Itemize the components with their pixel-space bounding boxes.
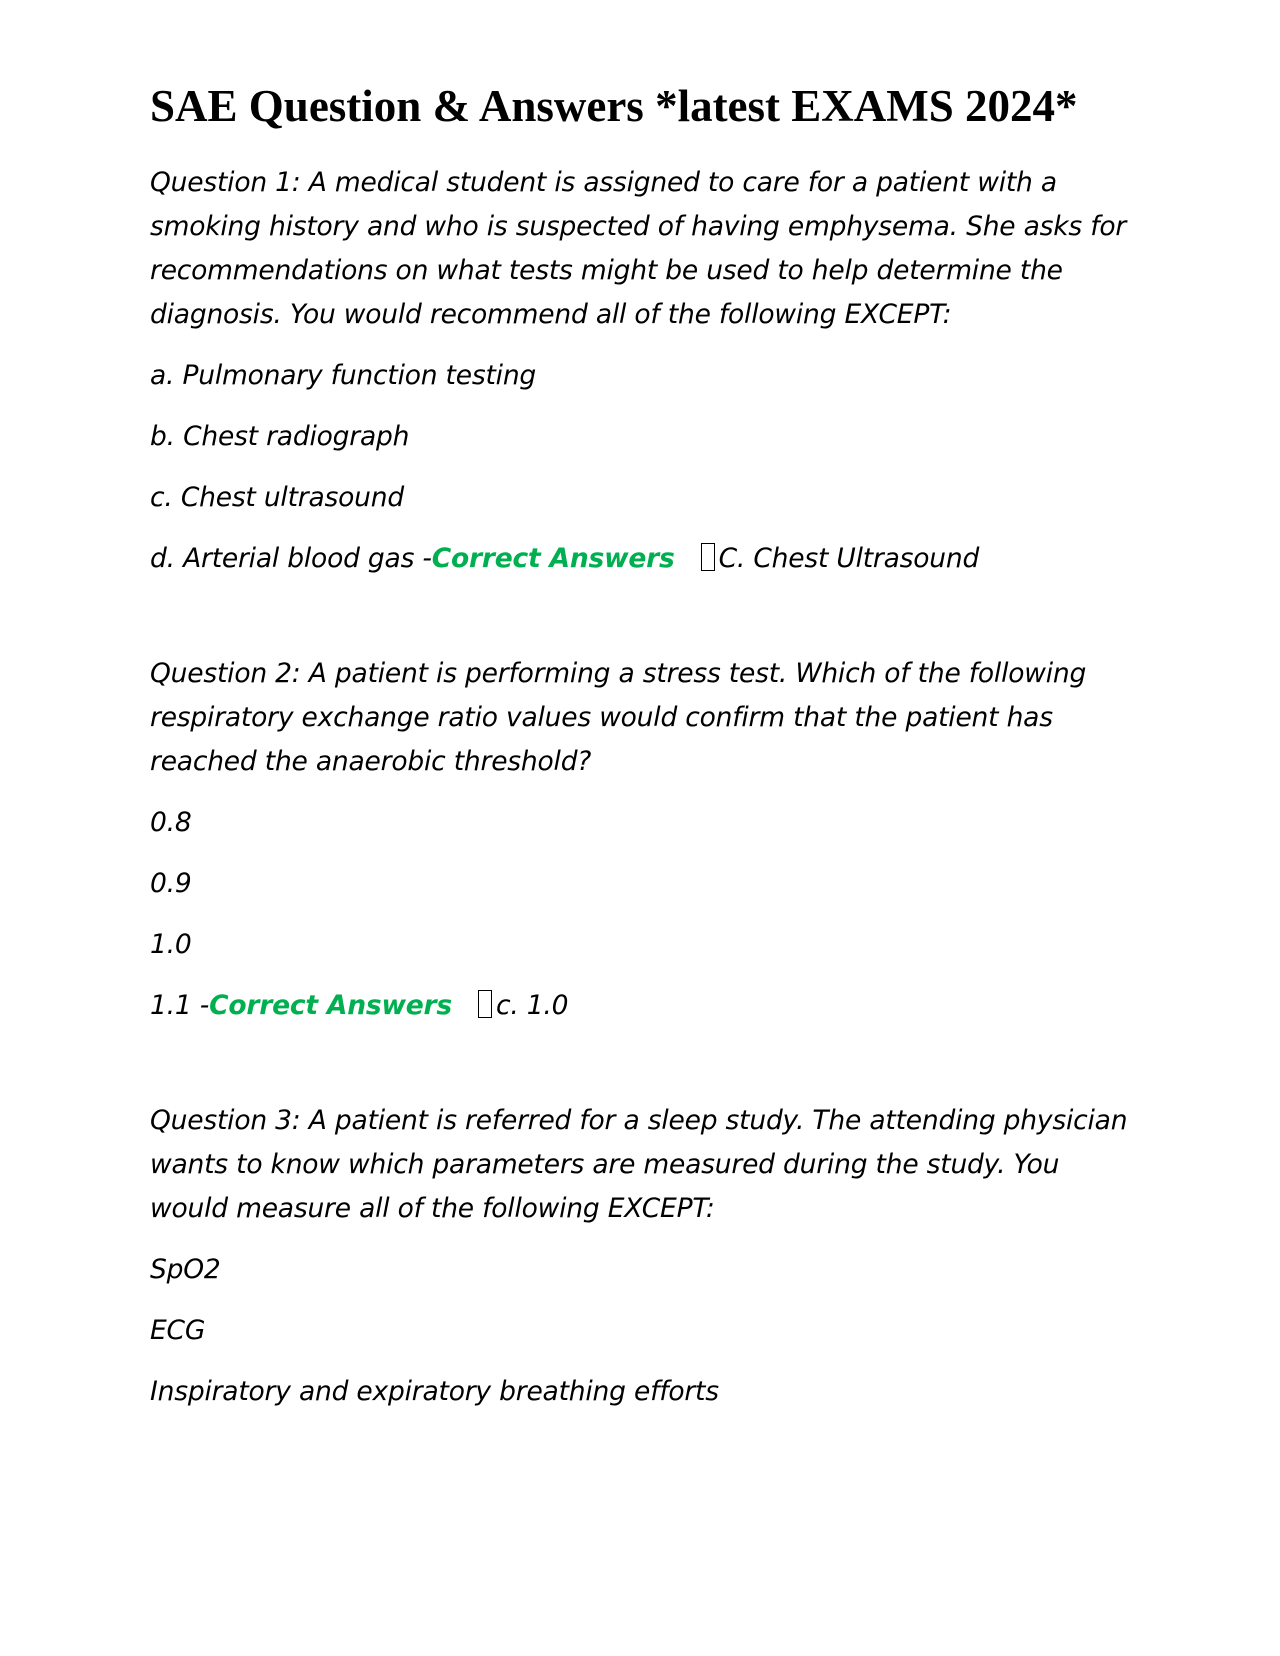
- question-2: [150, 652, 1130, 1028]
- answer-option: [150, 984, 1130, 1028]
- answer-option: [150, 801, 1130, 845]
- answer-option: [150, 862, 1130, 906]
- answer-option: [150, 1370, 1130, 1414]
- answer-option-a: [150, 354, 1130, 398]
- answer-option: [150, 1309, 1130, 1353]
- option-text: d. Arterial blood gas -: [150, 543, 432, 574]
- answer-text: c. 1.0: [495, 990, 569, 1021]
- document-content: [150, 78, 1130, 1414]
- option-text: c. Chest ultrasound: [150, 482, 404, 513]
- option-text: b. Chest radiograph: [150, 421, 410, 452]
- option-text: 1.0: [150, 929, 192, 960]
- option-text: ECG: [150, 1315, 206, 1346]
- answer-option: [150, 923, 1130, 967]
- option-text: 0.9: [150, 868, 192, 899]
- option-text: 1.1 -: [150, 990, 210, 1021]
- answer-option-b: [150, 415, 1130, 459]
- question-3: [150, 1099, 1130, 1414]
- correct-answers-label: Correct Answers: [431, 543, 675, 574]
- document-title: SAE Question & Answers *latest EXAMS 2024*: [150, 81, 1078, 131]
- option-text: a. Pulmonary function testing: [150, 360, 537, 391]
- missing-glyph-box-icon: [701, 543, 715, 571]
- question-stem: Question 2: A patient is performing a stress test. Which of the following respiratory exchange ratio values would confirm that the patient has reached the anaerobic threshold?: [150, 658, 1087, 777]
- option-text: Inspiratory and expiratory breathing efforts: [150, 1376, 719, 1407]
- option-text: 0.8: [150, 807, 192, 838]
- missing-glyph-box-icon: [478, 990, 492, 1018]
- question-1: [150, 161, 1130, 581]
- question-stem: Question 3: A patient is referred for a sleep study. The attending physician wants to know which parameters are measured during the study. You would measure all of the following EXCEPT:: [150, 1105, 1128, 1224]
- question-stem: Question 1: A medical student is assigned to care for a patient with a smoking history and who is suspected of having emphysema. She asks for recommendations on what tests might be used to help determine the diagnosis. You would recommend all of the following EXCEPT:: [150, 167, 1127, 330]
- option-text: SpO2: [150, 1254, 221, 1285]
- answer-text: C. Chest Ultrasound: [718, 543, 980, 574]
- answer-option-c: [150, 476, 1130, 520]
- correct-answers-label: Correct Answers: [209, 990, 452, 1021]
- answer-option: [150, 1248, 1130, 1292]
- answer-option-d: [150, 537, 1130, 581]
